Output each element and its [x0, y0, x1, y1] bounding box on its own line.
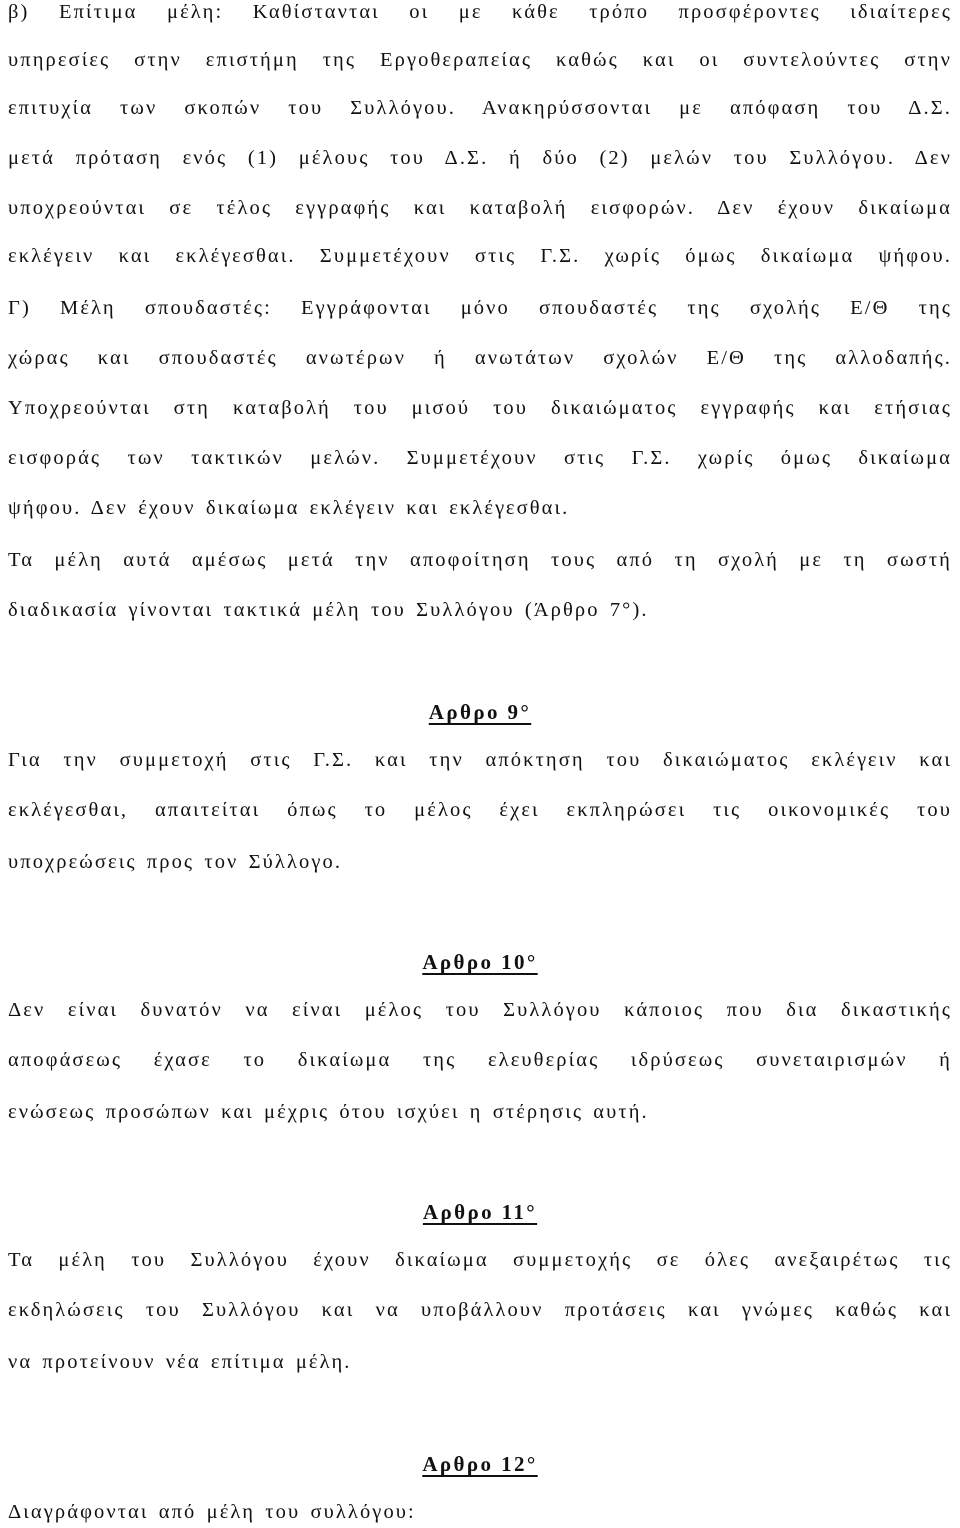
text-line: εκδηλώσεις του Συλλόγου και να υποβάλλουν προτάσεις και γνώμες καθώς και [8, 1299, 952, 1321]
article-heading-text: Αρθρο 10° [422, 950, 538, 974]
text-line: Για την συμμετοχή στις Γ.Σ. και την απόκτηση του δικαιώματος εκλέγειν και [8, 749, 952, 771]
text-line: υπηρεσίες στην επιστήμη της Εργοθεραπείας καθώς και οι συντελούντες στην [8, 49, 952, 71]
text-line: αποφάσεως έχασε το δικαίωμα της ελευθερίας ιδρύσεως συνεταιρισμών ή [8, 1049, 952, 1071]
text-line: διαδικασία γίνονται τακτικά μέλη του Συλλόγου (Άρθρο 7°). [8, 599, 649, 621]
text-line: Τα μέλη του Συλλόγου έχουν δικαίωμα συμμετοχής σε όλες ανεξαιρέτως τις [8, 1249, 952, 1271]
text-line: εκλέγειν και εκλέγεσθαι. Συμμετέχουν στις Γ.Σ. χωρίς όμως δικαίωμα ψήφου. [8, 245, 952, 267]
text-line: χώρας και σπουδαστές ανωτέρων ή ανωτάτων σχολών Ε/Θ της αλλοδαπής. [8, 347, 952, 369]
article-heading-text: Αρθρο 12° [422, 1452, 538, 1476]
text-line: να προτείνουν νέα επίτιμα μέλη. [8, 1351, 352, 1373]
article-12-heading [0, 1450, 960, 1478]
text-line: εκλέγεσθαι, απαιτείται όπως το μέλος έχει εκπληρώσει τις οικονομικές του [8, 799, 952, 821]
text-line: Τα μέλη αυτά αμέσως μετά την αποφοίτηση τους από τη σχολή με τη σωστή [8, 549, 952, 571]
text-line: Υποχρεούνται στη καταβολή του μισού του δικαιώματος εγγραφής και ετήσιας [8, 397, 952, 419]
text-line: ενώσεως προσώπων και μέχρις ότου ισχύει η στέρησις αυτή. [8, 1101, 649, 1123]
text-line: εισφοράς των τακτικών μελών. Συμμετέχουν στις Γ.Σ. χωρίς όμως δικαίωμα [8, 447, 952, 469]
text-line: μετά πρόταση ενός (1) μέλους του Δ.Σ. ή δύο (2) μελών του Συλλόγου. Δεν [8, 147, 952, 169]
text-line: επιτυχία των σκοπών του Συλλόγου. Ανακηρύσσονται με απόφαση του Δ.Σ. [8, 97, 952, 119]
article-11-heading [0, 1198, 960, 1226]
text-line: β) Επίτιμα μέλη: Καθίστανται οι με κάθε τρόπο προσφέροντες ιδιαίτερες [8, 1, 952, 23]
article-heading-text: Αρθρο 9° [428, 700, 532, 724]
text-line: υποχρεώσεις προς τον Σύλλογο. [8, 851, 343, 873]
text-line: Διαγράφονται από μέλη του συλλόγου: [8, 1501, 416, 1523]
article-9-heading [0, 698, 960, 726]
text-line: Γ) Μέλη σπουδαστές: Εγγράφονται μόνο σπουδαστές της σχολής Ε/Θ της [8, 297, 952, 319]
article-heading-text: Αρθρο 11° [422, 1200, 538, 1224]
article-10-heading [0, 948, 960, 976]
text-line: ψήφου. Δεν έχουν δικαίωμα εκλέγειν και εκλέγεσθαι. [8, 497, 570, 519]
text-line: υποχρεούνται σε τέλος εγγραφής και καταβολή εισφορών. Δεν έχουν δικαίωμα [8, 197, 952, 219]
text-line: Δεν είναι δυνατόν να είναι μέλος του Συλλόγου κάποιος που δια δικαστικής [8, 999, 952, 1021]
